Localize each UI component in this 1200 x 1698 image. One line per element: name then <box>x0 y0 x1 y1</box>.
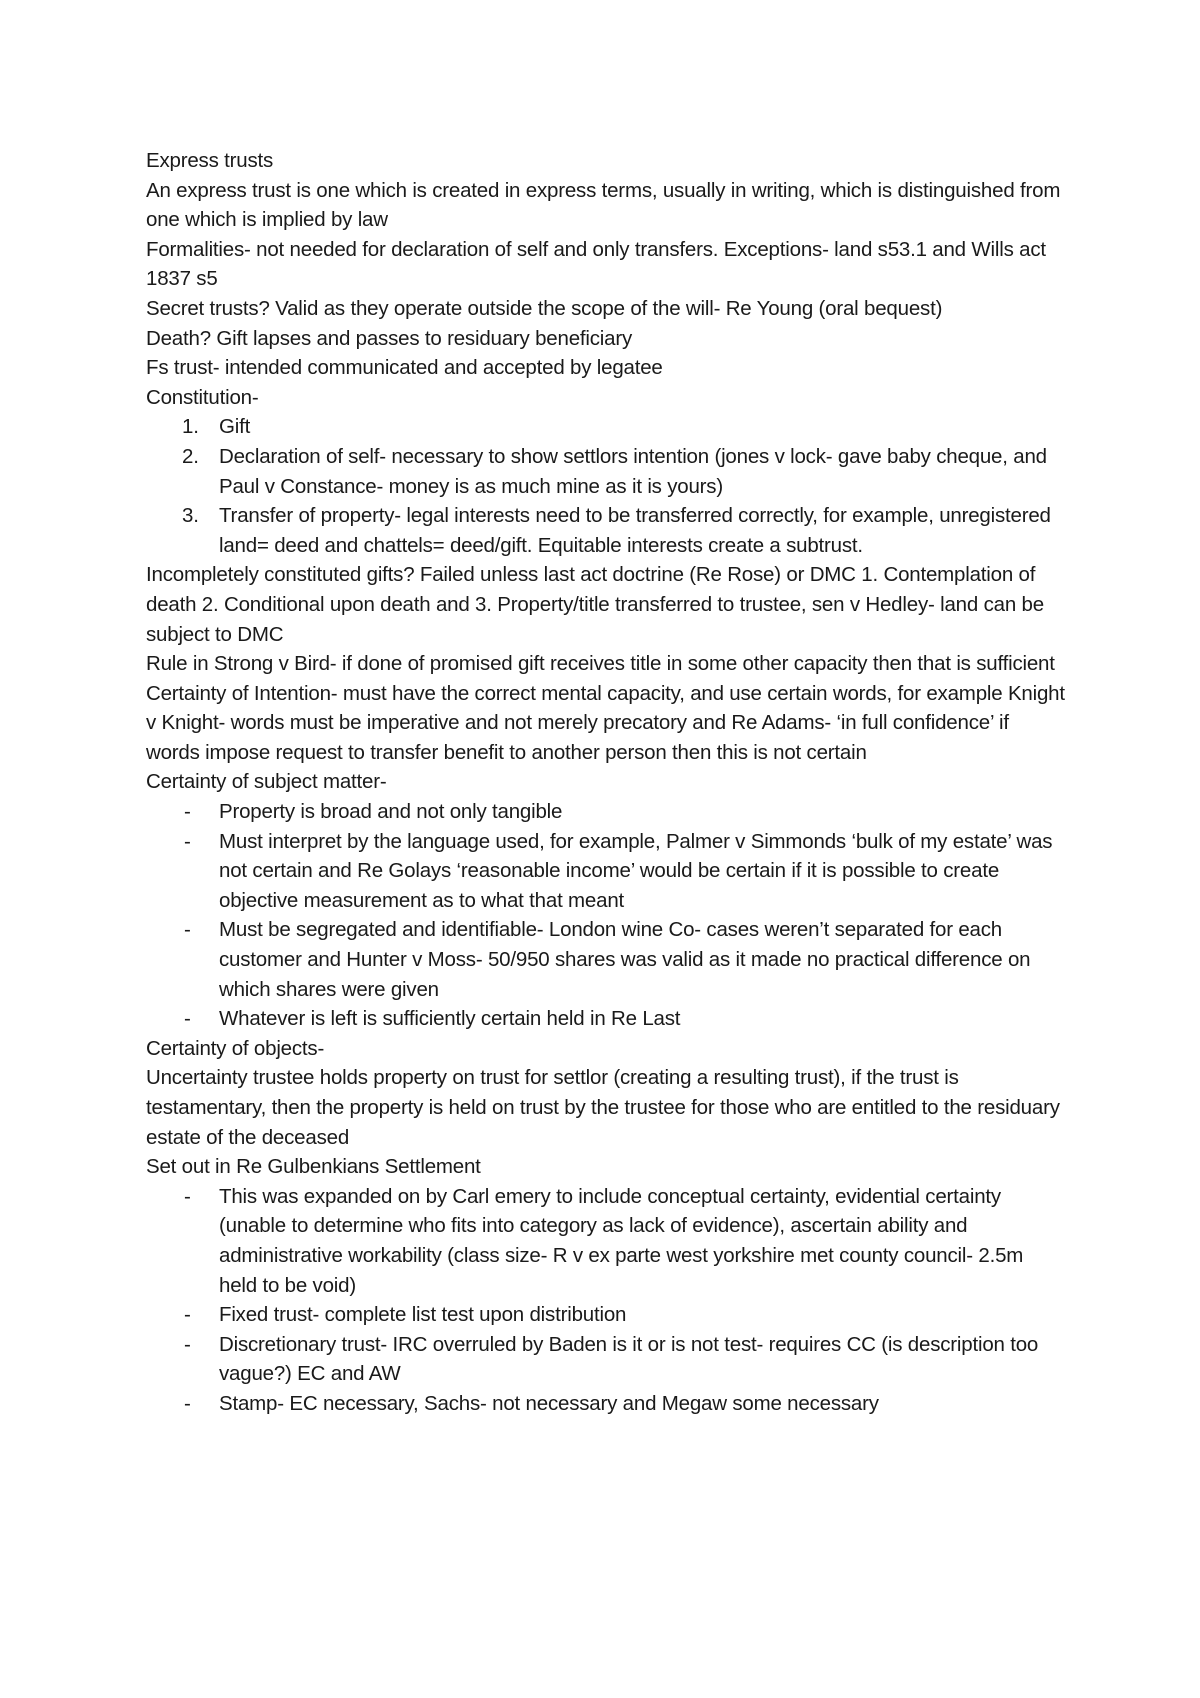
paragraph-fs-trust: Fs trust- intended communicated and accepted by legatee <box>146 356 663 380</box>
list-item <box>146 1300 1066 1330</box>
list-item-text: Gift <box>219 415 251 439</box>
list-item <box>146 1004 1066 1034</box>
dash-bullet: - <box>184 1391 191 1415</box>
list-number: 3. <box>182 504 199 528</box>
dash-bullet: - <box>184 1303 191 1327</box>
list-item <box>146 797 1066 827</box>
constitution-list <box>146 412 1066 560</box>
paragraph-express-trust-definition: An express trust is one which is created in express terms, usually in writing, which is distinguished from one which is implied by law <box>146 178 1061 232</box>
list-item <box>146 1330 1066 1389</box>
list-item-text: Must be segregated and identifiable- London wine Co- cases weren’t separated for each customer and Hunter v Moss- 50/950 shares was valid as it made no practical difference on which shares were given <box>219 918 1031 1001</box>
dash-bullet: - <box>184 1007 191 1031</box>
objects-list <box>146 1182 1066 1419</box>
heading-certainty-of-objects: Certainty of objects- <box>146 1036 325 1060</box>
document-body <box>146 146 1066 1419</box>
list-item-text: Declaration of self- necessary to show settlors intention (jones v lock- gave baby cheque, and Paul v Constance- money is as much mine as it is yours) <box>219 444 1047 498</box>
list-item <box>146 412 1066 442</box>
list-number: 1. <box>182 415 199 439</box>
document-title: Express trusts <box>146 149 274 172</box>
dash-bullet: - <box>184 1184 191 1208</box>
paragraph-formalities: Formalities- not needed for declaration of self and only transfers. Exceptions- land s53.1 and Wills act 1837 s5 <box>146 237 1046 291</box>
paragraph-incompletely-constituted-gifts: Incompletely constituted gifts? Failed unless last act doctrine (Re Rose) or DMC 1. Contemplation of death 2. Conditional upon death and 3. Property/title transferred to trustee, sen v Hedley- land can be subject to DMC <box>146 563 1044 646</box>
list-item <box>146 501 1066 560</box>
list-item <box>146 442 1066 501</box>
dash-bullet: - <box>184 1332 191 1356</box>
heading-certainty-of-subject-matter: Certainty of subject matter- <box>146 770 387 794</box>
paragraph-death: Death? Gift lapses and passes to residuary beneficiary <box>146 326 633 350</box>
paragraph-certainty-of-intention: Certainty of Intention- must have the correct mental capacity, and use certain words, for example Knight v Knight- words must be imperative and not merely precatory and Re Adams- ‘in full confidence’ if words impose request to transfer benefit to another person then this is not certain <box>146 681 1065 764</box>
list-item-text: Must interpret by the language used, for example, Palmer v Simmonds ‘bulk of my estate’ was not certain and Re Golays ‘reasonable income’ would be certain if it is possible to create objective measurement as to what that meant <box>219 829 1053 912</box>
list-item-text: Fixed trust- complete list test upon distribution <box>219 1303 627 1327</box>
paragraph-secret-trusts: Secret trusts? Valid as they operate outside the scope of the will- Re Young (oral bequest) <box>146 296 943 320</box>
list-item-text: Whatever is left is sufficiently certain held in Re Last <box>219 1007 681 1031</box>
dash-bullet: - <box>184 918 191 942</box>
list-item-text: Discretionary trust- IRC overruled by Baden is it or is not test- requires CC (is description too vague?) EC and AW <box>219 1332 1039 1386</box>
list-item <box>146 1389 1066 1419</box>
subject-matter-list <box>146 797 1066 1034</box>
heading-constitution: Constitution- <box>146 385 259 409</box>
list-item-text: This was expanded on by Carl emery to include conceptual certainty, evidential certainty (unable to determine who fits into category as lack of evidence), ascertain ability and administrative workability (class size- R v ex parte west yorkshire met county council- 2.5m held to be void) <box>219 1184 1024 1297</box>
list-item <box>146 1182 1066 1300</box>
list-item <box>146 827 1066 916</box>
dash-bullet: - <box>184 829 191 853</box>
list-number: 2. <box>182 444 199 468</box>
list-item-text: Property is broad and not only tangible <box>219 800 563 824</box>
list-item-text: Transfer of property- legal interests need to be transferred correctly, for example, unregistered land= deed and chattels= deed/gift. Equitable interests create a subtrust. <box>219 504 1051 557</box>
paragraph-uncertainty: Uncertainty trustee holds property on trust for settlor (creating a resulting trust), if the trust is testamentary, then the property is held on trust by the trustee for those who are entitled to the residuary estate of the deceased <box>146 1066 1060 1149</box>
list-item <box>146 915 1066 1004</box>
list-item-text: Stamp- EC necessary, Sachs- not necessary and Megaw some necessary <box>219 1391 879 1415</box>
paragraph-strong-v-bird: Rule in Strong v Bird- if done of promised gift receives title in some other capacity then that is sufficient <box>146 652 1055 676</box>
dash-bullet: - <box>184 800 191 824</box>
paragraph-gulbenkians-settlement: Set out in Re Gulbenkians Settlement <box>146 1155 481 1179</box>
